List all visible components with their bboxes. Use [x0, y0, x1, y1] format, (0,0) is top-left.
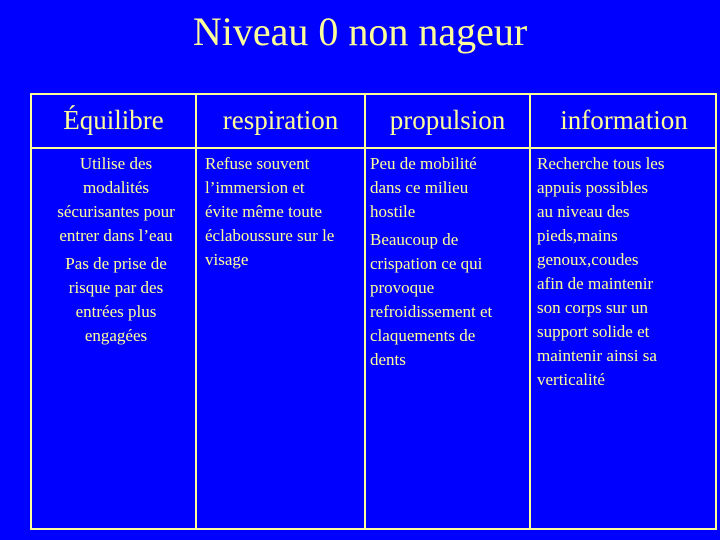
cell-line: son corps sur un — [537, 298, 648, 317]
cell-line: entrer dans l’eau — [59, 226, 173, 245]
cell-line: hostile — [370, 202, 416, 221]
header-equilibre: Équilibre — [63, 105, 164, 135]
cell-line: au niveau des — [537, 202, 630, 221]
cell-line: entrées plus — [75, 302, 157, 321]
cell-line: éclaboussure sur le — [205, 226, 335, 245]
cell-line: engagées — [84, 326, 148, 345]
slide-title: Niveau 0 non nageur — [192, 9, 528, 54]
column-divider-1 — [195, 95, 197, 528]
cell-line: verticalité — [537, 370, 605, 389]
cell-respiration — [205, 152, 365, 272]
header-respiration: respiration — [222, 105, 339, 135]
cell-line: pieds,mains — [537, 226, 618, 245]
cell-line: l’immersion et — [205, 178, 305, 197]
cell-information — [537, 152, 697, 392]
cell-line: support solide et — [537, 322, 650, 341]
cell-line: dents — [370, 350, 406, 369]
cell-line: risque par des — [68, 278, 164, 297]
cell-line: claquements de — [370, 326, 476, 345]
cell-line: refroidissement et — [370, 302, 493, 321]
cell-line: maintenir ainsi sa — [537, 346, 657, 365]
cell-line: provoque — [370, 278, 435, 297]
cell-line: Utilise des — [79, 154, 153, 173]
cell-line: Recherche tous les — [537, 154, 665, 173]
cell-equilibre — [42, 152, 190, 348]
cell-line: Pas de prise de — [65, 254, 167, 273]
cell-line: Refuse souvent — [205, 154, 310, 173]
cell-line: sécurisantes pour — [57, 202, 175, 221]
cell-line: appuis possibles — [537, 178, 648, 197]
cell-line: dans ce milieu — [370, 178, 469, 197]
criteria-table — [30, 93, 717, 530]
header-information: information — [560, 105, 688, 135]
cell-line: Beaucoup de — [370, 230, 459, 249]
cell-line: visage — [205, 250, 249, 269]
cell-propulsion — [370, 152, 530, 372]
header-propulsion: propulsion — [389, 105, 506, 135]
cell-line: Peu de mobilité — [370, 154, 477, 173]
cell-line: crispation ce qui — [370, 254, 483, 273]
cell-line: genoux,coudes — [537, 250, 639, 269]
header-divider — [32, 147, 715, 149]
cell-line: afin de maintenir — [537, 274, 654, 293]
cell-line: évite même toute — [205, 202, 323, 221]
cell-line: modalités — [82, 178, 150, 197]
